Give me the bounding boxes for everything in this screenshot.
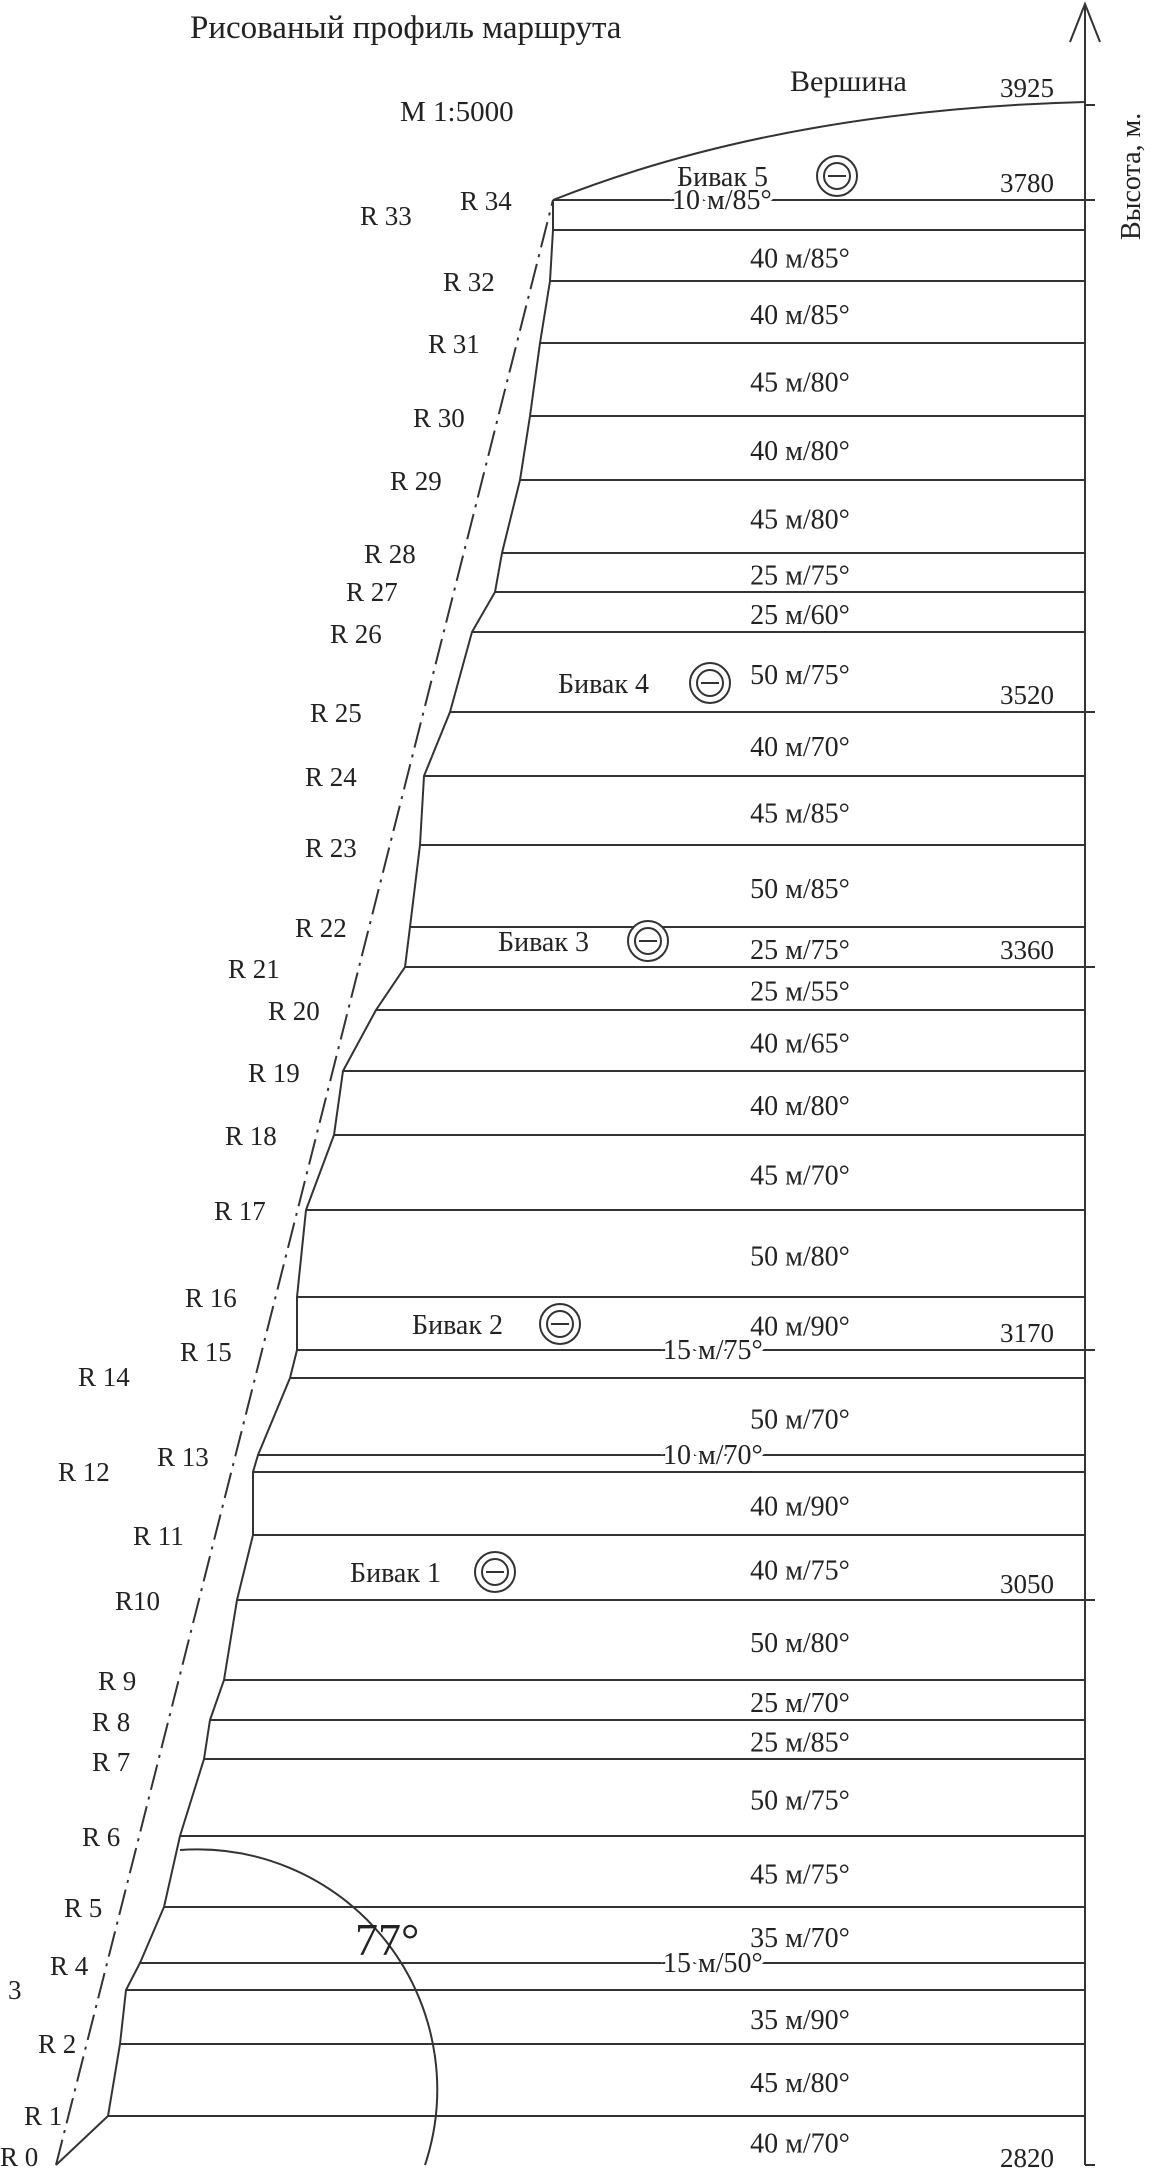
point-label: R 17 bbox=[214, 1196, 266, 1226]
height-axis-label: Высота, м. bbox=[1116, 112, 1147, 240]
point-label: R 5 bbox=[64, 1893, 103, 1923]
point-label: R 9 bbox=[98, 1666, 137, 1696]
pitch-label: 25 м/70° bbox=[750, 1688, 850, 1719]
angle-arc bbox=[180, 1849, 437, 2165]
point-label: R 22 bbox=[295, 913, 347, 943]
pitch-label: 40 м/90° bbox=[750, 1311, 850, 1343]
average-slope-line bbox=[56, 200, 553, 2165]
pitch-label: 15 м/50° bbox=[663, 1948, 763, 1979]
pitch-label: 50 м/80° bbox=[750, 1241, 850, 1273]
point-label: R 25 bbox=[310, 698, 362, 728]
bivouac-label: Бивак 4 bbox=[558, 669, 649, 700]
point-label: R 11 bbox=[133, 1521, 184, 1551]
point-label: R 6 bbox=[82, 1822, 121, 1852]
pitch-label: 15 м/75° bbox=[663, 1335, 763, 1366]
bivouac-label: Бивак 5 bbox=[677, 162, 768, 193]
point-label: R 24 bbox=[305, 762, 357, 792]
bivouac-label: Бивак 2 bbox=[412, 1310, 503, 1341]
point-label: R 13 bbox=[157, 1442, 209, 1472]
pitch-label: 45 м/85° bbox=[750, 798, 850, 830]
pitch-label: 40 м/70° bbox=[750, 2128, 850, 2160]
point-label: R 18 bbox=[225, 1121, 277, 1151]
point-label: R 26 bbox=[330, 619, 382, 649]
point-label: R 29 bbox=[390, 466, 442, 496]
pitch-label: 45 м/70° bbox=[750, 1160, 850, 1192]
pitch-label: 50 м/75° bbox=[750, 660, 850, 691]
pitch-label: 35 м/90° bbox=[750, 2005, 850, 2036]
pitch-label: 50 м/75° bbox=[750, 1785, 850, 1817]
altitude-label: 3520 bbox=[1000, 680, 1054, 710]
diagram-title: Рисованый профиль маршрута bbox=[190, 10, 622, 46]
point-label: R 14 bbox=[78, 1362, 130, 1392]
pitch-label: 40 м/75° bbox=[750, 1555, 850, 1587]
pitch-label: 35 м/70° bbox=[750, 1923, 850, 1954]
pitch-label: 50 м/85° bbox=[750, 874, 850, 905]
point-label: R 19 bbox=[248, 1058, 300, 1088]
pitch-label: 45 м/75° bbox=[750, 1859, 850, 1891]
point-label: R 0 bbox=[0, 2142, 39, 2170]
altitude-label: 3925 bbox=[1000, 73, 1054, 103]
point-label: R 28 bbox=[364, 539, 416, 569]
pitch-label: 40 м/90° bbox=[750, 1491, 850, 1523]
pitch-label: 25 м/85° bbox=[750, 1727, 850, 1759]
summit-label: Вершина bbox=[790, 65, 907, 98]
point-label: R 7 bbox=[92, 1747, 131, 1777]
point-label: R 2 bbox=[38, 2029, 77, 2059]
point-label: R 27 bbox=[346, 577, 398, 607]
point-label: R 12 bbox=[58, 1457, 110, 1487]
angle-label: 77° bbox=[355, 1914, 420, 1965]
pitch-label: 40 м/80° bbox=[750, 1091, 850, 1122]
pitch-label: 25 м/55° bbox=[750, 976, 850, 1008]
point-label: R 23 bbox=[305, 833, 357, 863]
pitch-label: 40 м/85° bbox=[750, 300, 850, 331]
pitch-label: 50 м/70° bbox=[750, 1404, 850, 1436]
point-label: R 15 bbox=[180, 1337, 232, 1367]
point-label: R 32 bbox=[443, 267, 495, 297]
altitude-label: 2820 bbox=[1000, 2143, 1054, 2170]
point-label: R 21 bbox=[228, 954, 280, 984]
point-label: R 33 bbox=[360, 201, 412, 231]
pitch-label: 40 м/85° bbox=[750, 243, 850, 275]
altitude-label: 3050 bbox=[1000, 1569, 1054, 1599]
point-label: R 30 bbox=[413, 403, 465, 433]
pitch-label: 10 м/85° bbox=[672, 185, 772, 216]
pitch-label: 40 м/65° bbox=[750, 1028, 850, 1060]
pitch-label: 25 м/75° bbox=[750, 560, 850, 592]
point-label: R 4 bbox=[50, 1951, 89, 1981]
altitude-label: 3170 bbox=[1000, 1318, 1054, 1348]
point-label: R 20 bbox=[268, 996, 320, 1026]
point-label: R 16 bbox=[185, 1283, 237, 1313]
point-label: R 34 bbox=[460, 186, 512, 216]
point-label: 3 bbox=[8, 1975, 22, 2005]
pitch-label: 25 м/60° bbox=[750, 600, 850, 631]
pitch-label: 40 м/70° bbox=[750, 732, 850, 763]
pitch-label: 10 м/70° bbox=[663, 1440, 763, 1471]
pitch-label: 50 м/80° bbox=[750, 1628, 850, 1659]
pitch-label: 45 м/80° bbox=[750, 367, 850, 399]
bivouac-label: Бивак 3 bbox=[498, 927, 589, 958]
altitude-label: 3780 bbox=[1000, 168, 1054, 198]
altitude-label: 3360 bbox=[1000, 935, 1054, 965]
pitch-label: 45 м/80° bbox=[750, 2068, 850, 2099]
scale-label: М 1:5000 bbox=[400, 96, 514, 128]
pitch-label: 45 м/80° bbox=[750, 504, 850, 536]
point-label: R 1 bbox=[24, 2101, 63, 2131]
bivouac-label: Бивак 1 bbox=[350, 1558, 441, 1589]
pitch-label: 25 м/75° bbox=[750, 935, 850, 966]
point-label: R10 bbox=[115, 1586, 161, 1616]
point-label: R 31 bbox=[428, 329, 480, 359]
point-label: R 8 bbox=[92, 1707, 131, 1737]
pitch-label: 40 м/80° bbox=[750, 436, 850, 467]
